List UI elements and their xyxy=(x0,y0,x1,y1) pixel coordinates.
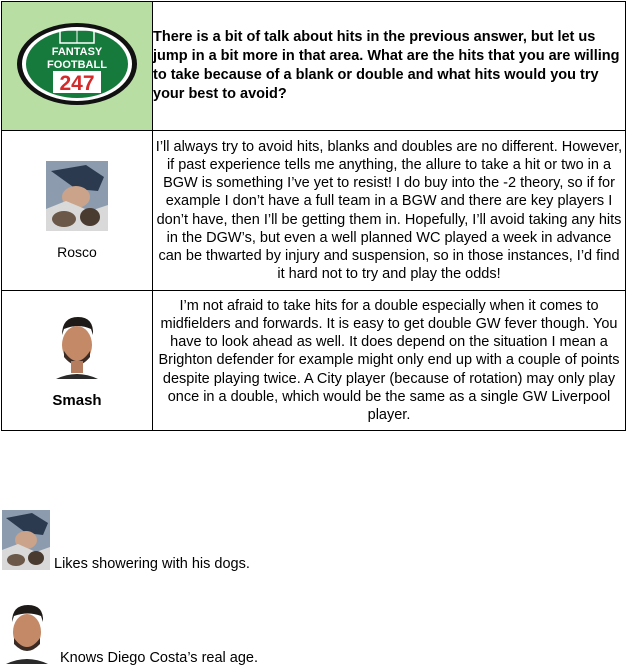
avatar xyxy=(2,510,50,570)
avatar xyxy=(52,313,102,379)
footer-caption: Likes showering with his dogs. xyxy=(54,556,250,572)
avatar xyxy=(46,161,108,231)
qa-table xyxy=(1,1,626,431)
logo-line1: FANTASY xyxy=(51,45,103,58)
person-name: Rosco xyxy=(57,244,97,260)
logo-line2: FOOTBALL xyxy=(47,58,107,71)
avatar xyxy=(2,602,52,664)
question-text: There is a bit of talk about hits in the previous answer, but let us jump in a bit more in that area. What are the hits that you are willing to take because of a blank or double and what hits would you try your best to avoid? xyxy=(153,2,626,131)
footer-item-rosco xyxy=(2,510,250,570)
fantasy-football-247-logo xyxy=(15,21,139,107)
person-cell-rosco xyxy=(2,131,153,291)
answer-text: I’m not afraid to take hits for a double especially when it comes to midfielders and forwards. It is easy to get double GW fever though. You have to look ahead as well. It does depend on the situation I mean a Brighton defender for example might only end up with a couple of points despite playing twice. A City player (because of rotation) may only play once in a double, which would be the same as a single GW Liverpool player. xyxy=(153,291,626,431)
person-name: Smash xyxy=(52,391,102,409)
answer-text: I’ll always try to avoid hits, blanks and doubles are no different. However, if past experience tells me anything, the allure to take a hit or two in a BGW is something I’ve yet to resist! I do buy into the -2 theory, so if for example I don’t have a full team in a BGW and there are key players I don’t have, then I’ll be getting them in. Hopefully, I’ll avoid taking any hits in the DGW’s, but even a well planned WC played a week in advance can be thwarted by injury and suspension, so in those instances, I’d find it hard not to try and play the odds! xyxy=(153,131,626,291)
logo-number: 247 xyxy=(59,71,95,95)
person-cell-smash xyxy=(2,291,153,431)
footer-item-smash xyxy=(2,602,258,664)
footer-caption: Knows Diego Costa’s real age. xyxy=(60,650,259,666)
logo-cell xyxy=(2,2,153,131)
